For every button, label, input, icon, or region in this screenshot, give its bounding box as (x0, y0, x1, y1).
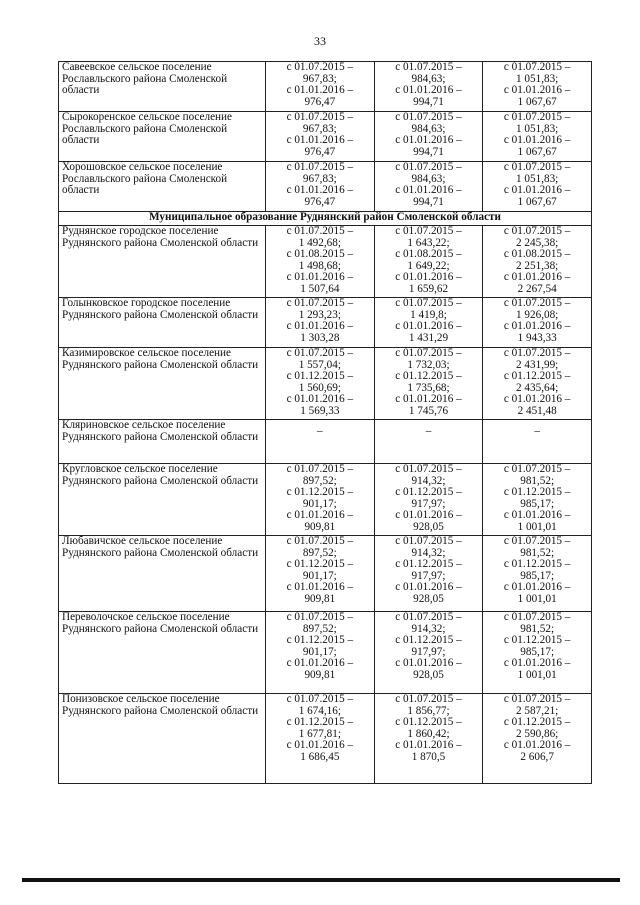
tariff-line: с 01.12.2015 – (395, 716, 462, 729)
tariff-line: 994,71 (413, 95, 444, 108)
tariff-table-body (59, 62, 592, 784)
tariff-line: 897,52; (302, 546, 337, 559)
tariff-line: 901,17; (302, 569, 337, 582)
tariff-cell-1 (266, 112, 375, 162)
tariff-line: 914,32; (411, 474, 446, 487)
tariff-line: с 01.07.2015 – (286, 161, 354, 173)
tariff-cell-2 (374, 226, 483, 298)
table-row (59, 62, 592, 112)
tariff-line: 1 067,67 (517, 145, 557, 158)
tariff-line: с 01.01.2016 – (395, 271, 462, 284)
tariff-line: с 01.07.2015 – (395, 535, 462, 547)
tariff-line: – (534, 425, 540, 437)
tariff-line: с 01.07.2015 – (503, 297, 571, 309)
tariff-line: с 01.01.2016 – (286, 271, 354, 284)
settlement-name: Руднянское городское поселение Руднянского района Смоленской области (59, 226, 266, 298)
tariff-line: с 01.12.2015 – (395, 634, 462, 647)
tariff-line: 2 451,48 (517, 404, 557, 417)
tariff-line: с 01.12.2015 – (395, 558, 462, 571)
tariff-line: 897,52; (302, 622, 337, 635)
tariff-cell-2 (374, 348, 483, 420)
settlement-name: Казимировское сельское поселение Руднянского района Смоленской области (59, 348, 266, 420)
table-row (59, 612, 592, 694)
tariff-line: 1 649,22; (407, 259, 450, 272)
tariff-line: с 01.01.2016 – (503, 184, 571, 197)
tariff-cell-3 (483, 62, 592, 112)
tariff-line: 1 492,68; (298, 236, 341, 249)
tariff-line: с 01.01.2016 – (503, 134, 571, 147)
settlement-name: Переволочское сельское поселение Руднянского района Смоленской области (59, 612, 266, 694)
settlement-name: Хорошовское сельское поселение Рославльского района Смоленской области (59, 162, 266, 212)
tariff-line: с 01.07.2015 – (286, 297, 354, 309)
settlement-name: Кляриновское сельское поселение Руднянского района Смоленской области (59, 420, 266, 464)
tariff-line: 984,63; (411, 122, 446, 135)
tariff-cell-3 (483, 612, 592, 694)
tariff-line: с 01.07.2015 – (286, 693, 354, 705)
tariff-line: с 01.12.2015 – (286, 558, 354, 571)
tariff-line: 967,83; (302, 172, 337, 185)
tariff-line: 1 293,23; (298, 308, 341, 321)
tariff-line: 1 557,04; (298, 358, 341, 371)
tariff-line: с 01.01.2016 – (395, 657, 462, 670)
table-row (59, 464, 592, 536)
tariff-line: 1 303,28 (300, 331, 340, 344)
tariff-cell-1 (266, 420, 375, 464)
tariff-line: 1 001,01 (517, 668, 557, 681)
tariff-line: с 01.07.2015 – (503, 161, 571, 173)
tariff-line: с 01.08.2015 – (503, 248, 571, 261)
tariff-line: 981,52; (520, 474, 555, 487)
tariff-line: с 01.07.2015 – (503, 693, 571, 705)
tariff-line: с 01.01.2016 – (286, 509, 354, 522)
tariff-line: 1 870,5 (411, 750, 446, 763)
tariff-cell-2 (374, 694, 483, 784)
tariff-line: – (425, 425, 432, 437)
table-row (59, 536, 592, 612)
tariff-line: 1 856,77; (407, 704, 450, 717)
table-row (59, 162, 592, 212)
tariff-line: с 01.01.2016 – (503, 509, 571, 522)
tariff-line: с 01.07.2015 – (395, 161, 462, 173)
tariff-line: с 01.07.2015 – (395, 111, 462, 123)
tariff-line: 2 431,99; (516, 358, 559, 371)
settlement-name: Кругловское сельское поселение Руднянского района Смоленской области (59, 464, 266, 536)
tariff-line: 2 435,64; (516, 381, 559, 394)
tariff-line: с 01.01.2016 – (503, 320, 571, 333)
tariff-line: 1 732,03; (407, 358, 450, 371)
table-row (59, 694, 592, 784)
tariff-line: с 01.01.2016 – (503, 739, 571, 752)
tariff-cell-3 (483, 536, 592, 612)
tariff-cell-3 (483, 112, 592, 162)
tariff-line: 1 431,29 (408, 331, 449, 344)
table-row (59, 226, 592, 298)
tariff-line: 976,47 (304, 195, 336, 208)
tariff-line: с 01.07.2015 – (503, 61, 571, 73)
tariff-cell-1 (266, 348, 375, 420)
tariff-cell-3 (483, 348, 592, 420)
table-row (59, 112, 592, 162)
tariff-cell-1 (266, 298, 375, 348)
tariff-line: с 01.01.2016 – (286, 134, 354, 147)
tariff-line: 985,17; (520, 569, 555, 582)
tariff-line: с 01.12.2015 – (395, 370, 462, 383)
tariff-line: с 01.01.2016 – (286, 657, 354, 670)
tariff-line: с 01.01.2016 – (503, 271, 571, 284)
tariff-line: с 01.07.2015 – (286, 61, 354, 73)
tariff-line: 909,81 (304, 592, 336, 605)
tariff-line: с 01.07.2015 – (286, 463, 354, 475)
tariff-line: с 01.01.2016 – (395, 184, 462, 197)
tariff-cell-3 (483, 226, 592, 298)
tariff-line: с 01.01.2016 – (395, 581, 462, 594)
tariff-line: с 01.12.2015 – (286, 370, 354, 383)
tariff-line: 1 067,67 (517, 95, 557, 108)
section-header-row (59, 212, 592, 226)
tariff-line: с 01.12.2015 – (503, 486, 571, 499)
tariff-line: 928,05 (413, 592, 444, 605)
tariff-table (58, 61, 592, 784)
tariff-cell-2 (374, 298, 483, 348)
tariff-line: 917,97; (411, 569, 446, 582)
tariff-line: с 01.01.2016 – (395, 134, 462, 147)
tariff-cell-1 (266, 464, 375, 536)
tariff-line: 1 051,83; (516, 72, 559, 85)
table-row (59, 348, 592, 420)
tariff-line: 1 067,67 (517, 195, 557, 208)
tariff-cell-2 (374, 112, 483, 162)
tariff-line: с 01.07.2015 – (395, 693, 462, 705)
tariff-line: с 01.07.2015 – (286, 225, 354, 237)
tariff-line: с 01.01.2016 – (286, 184, 354, 197)
tariff-line: с 01.07.2015 – (395, 61, 462, 73)
tariff-line: 909,81 (304, 520, 336, 533)
tariff-line: 1 735,68; (407, 381, 450, 394)
tariff-line: с 01.01.2016 – (395, 393, 462, 406)
tariff-cell-2 (374, 536, 483, 612)
tariff-line: 1 943,33 (517, 331, 557, 344)
tariff-line: 1 643,22; (407, 236, 450, 249)
tariff-line: 984,63; (411, 72, 446, 85)
tariff-line: с 01.01.2016 – (395, 320, 462, 333)
tariff-line: 1 507,64 (300, 282, 340, 295)
tariff-line: с 01.07.2015 – (286, 611, 354, 623)
tariff-line: 1 677,81; (298, 727, 341, 740)
tariff-cell-1 (266, 694, 375, 784)
tariff-line: 967,83; (302, 122, 337, 135)
tariff-line: 928,05 (413, 520, 444, 533)
tariff-cell-1 (266, 162, 375, 212)
tariff-line: 1 674,16; (298, 704, 341, 717)
tariff-line: – (317, 425, 323, 437)
tariff-line: с 01.07.2015 – (395, 297, 462, 309)
tariff-cell-3 (483, 162, 592, 212)
tariff-cell-2 (374, 612, 483, 694)
tariff-line: 2 606,7 (520, 750, 554, 763)
tariff-cell-1 (266, 62, 375, 112)
tariff-line: с 01.07.2015 – (286, 111, 354, 123)
tariff-line: 1 926,08; (516, 308, 559, 321)
tariff-line: 1 419,8; (410, 308, 447, 321)
tariff-line: 901,17; (302, 497, 337, 510)
tariff-cell-1 (266, 536, 375, 612)
tariff-line: с 01.01.2016 – (286, 393, 354, 406)
tariff-line: с 01.12.2015 – (286, 486, 354, 499)
tariff-line: с 01.01.2016 – (395, 739, 462, 752)
tariff-line: с 01.01.2016 – (395, 509, 462, 522)
settlement-name: Понизовское сельское поселение Руднянского района Смоленской области (59, 694, 266, 784)
tariff-line: с 01.01.2016 – (286, 320, 354, 333)
tariff-line: 967,83; (302, 72, 337, 85)
settlement-name: Сырокоренское сельское поселение Рославльского района Смоленской области (59, 112, 266, 162)
tariff-line: с 01.08.2015 – (286, 248, 354, 261)
tariff-cell-2 (374, 162, 483, 212)
tariff-cell-1 (266, 226, 375, 298)
tariff-line: с 01.12.2015 – (286, 716, 354, 729)
tariff-line: 981,52; (520, 546, 555, 559)
tariff-line: 2 590,86; (516, 727, 559, 740)
tariff-line: 976,47 (304, 145, 336, 158)
tariff-line: 994,71 (413, 195, 444, 208)
tariff-line: с 01.12.2015 – (286, 634, 354, 647)
tariff-line: 1 686,45 (300, 750, 340, 763)
tariff-line: с 01.01.2016 – (395, 84, 462, 97)
tariff-cell-3 (483, 694, 592, 784)
tariff-line: 901,17; (302, 645, 337, 658)
tariff-line: с 01.07.2015 – (286, 347, 354, 359)
tariff-line: 976,47 (304, 95, 336, 108)
tariff-line: с 01.07.2015 – (503, 111, 571, 123)
tariff-line: с 01.07.2015 – (395, 347, 462, 359)
tariff-line: с 01.07.2015 – (395, 463, 462, 475)
tariff-line: с 01.01.2016 – (503, 657, 571, 670)
tariff-line: с 01.07.2015 – (395, 225, 462, 237)
settlement-name: Любавичское сельское поселение Руднянского района Смоленской области (59, 536, 266, 612)
tariff-line: с 01.07.2015 – (503, 463, 571, 475)
tariff-line: 928,05 (413, 668, 444, 681)
tariff-line: 1 560,69; (298, 381, 341, 394)
tariff-line: 897,52; (302, 474, 337, 487)
tariff-line: 1 051,83; (516, 172, 559, 185)
tariff-line: 1 860,42; (407, 727, 450, 740)
tariff-line: с 01.12.2015 – (503, 634, 571, 647)
tariff-cell-3 (483, 298, 592, 348)
tariff-cell-2 (374, 62, 483, 112)
tariff-line: 2 251,38; (516, 259, 559, 272)
tariff-line: с 01.12.2015 – (503, 558, 571, 571)
tariff-line: с 01.07.2015 – (503, 611, 571, 623)
tariff-line: с 01.01.2016 – (503, 393, 571, 406)
tariff-line: с 01.01.2016 – (503, 581, 571, 594)
tariff-cell-2 (374, 420, 483, 464)
bottom-rule (22, 878, 620, 882)
tariff-line: с 01.12.2015 – (503, 716, 571, 729)
tariff-line: с 01.07.2015 – (395, 611, 462, 623)
settlement-name: Савеевское сельское поселение Рославльского района Смоленской области (59, 62, 266, 112)
tariff-line: 909,81 (304, 668, 336, 681)
tariff-line: 985,17; (520, 645, 555, 658)
tariff-line: с 01.08.2015 – (395, 248, 462, 261)
tariff-line: 2 267,54 (517, 282, 557, 295)
table-row (59, 298, 592, 348)
tariff-line: с 01.01.2016 – (286, 84, 354, 97)
tariff-line: 1 001,01 (517, 520, 557, 533)
tariff-line: с 01.01.2016 – (286, 739, 354, 752)
tariff-line: 1 001,01 (517, 592, 557, 605)
table-row (59, 420, 592, 464)
tariff-line: с 01.07.2015 – (286, 535, 354, 547)
tariff-cell-3 (483, 464, 592, 536)
tariff-line: 1 569,33 (300, 404, 340, 417)
settlement-name: Голынковское городское поселение Руднянского района Смоленской области (59, 298, 266, 348)
tariff-line: 917,97; (411, 497, 446, 510)
tariff-line: 981,52; (520, 622, 555, 635)
tariff-line: с 01.07.2015 – (503, 225, 571, 237)
tariff-line: 1 659,62 (408, 282, 449, 295)
tariff-line: 984,63; (411, 172, 446, 185)
tariff-line: 917,97; (411, 645, 446, 658)
page-number: 33 (314, 34, 326, 48)
tariff-line: 2 245,38; (516, 236, 559, 249)
section-title: Муниципальное образование Руднянский район Смоленской области (59, 212, 592, 226)
tariff-line: 985,17; (520, 497, 555, 510)
tariff-line: 2 587,21; (516, 704, 559, 717)
tariff-line: 1 498,68; (298, 259, 341, 272)
tariff-line: 1 745,76 (408, 404, 449, 417)
tariff-line: с 01.12.2015 – (395, 486, 462, 499)
tariff-line: с 01.07.2015 – (503, 347, 571, 359)
tariff-line: 994,71 (413, 145, 444, 158)
tariff-line: с 01.12.2015 – (503, 370, 571, 383)
tariff-line: с 01.01.2016 – (286, 581, 354, 594)
tariff-cell-2 (374, 464, 483, 536)
tariff-line: 1 051,83; (516, 122, 559, 135)
tariff-line: с 01.07.2015 – (503, 535, 571, 547)
tariff-line: 914,32; (411, 622, 446, 635)
tariff-cell-3 (483, 420, 592, 464)
tariff-line: 914,32; (411, 546, 446, 559)
tariff-line: с 01.01.2016 – (503, 84, 571, 97)
tariff-cell-1 (266, 612, 375, 694)
